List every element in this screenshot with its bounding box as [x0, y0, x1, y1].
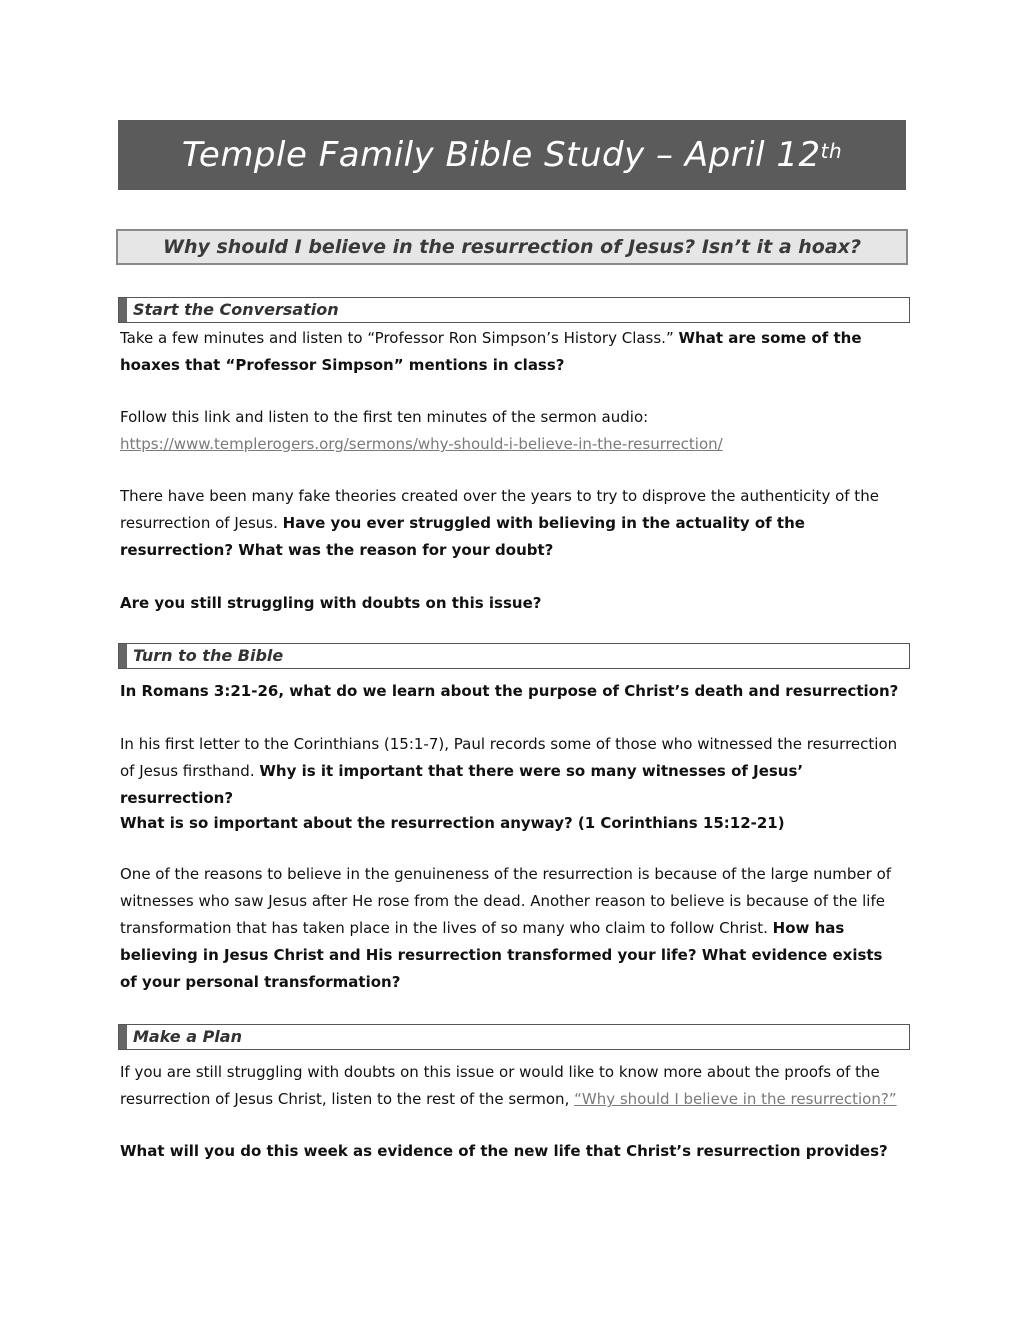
start-paragraph-2: [120, 404, 900, 458]
study-question-banner: [116, 229, 908, 265]
section-title-plan: Make a Plan: [133, 1027, 242, 1046]
page-title-banner: [118, 120, 906, 190]
start-paragraph-4: [120, 590, 900, 617]
plan-p1-text: If you are still struggling with doubts on this issue or would like to know more about the proofs of the resurrection of Jesus Christ, listen to the rest of the sermon,: [120, 1063, 880, 1108]
bible-p4-text: One of the reasons to believe in the genuineness of the resurrection is because of the large number of witnesses who saw Jesus after He rose from the dead. Another reason to believe is because of the life transformation that has taken place in the lives of so many who claim to follow Christ.: [120, 865, 892, 937]
start-p4-question: Are you still struggling with doubts on this issue?: [120, 594, 542, 612]
plan-p2-question: What will you do this week as evidence of the new life that Christ’s resurrection provides?: [120, 1142, 888, 1160]
bible-p4-question: How has believing in Jesus Christ and His resurrection transformed your life? What evidence exists of your personal transformation?: [120, 919, 883, 991]
bible-p2-text: In his first letter to the Corinthians (15:1-7), Paul records some of those who witnessed the resurrection of Jesus firsthand.: [120, 735, 898, 780]
plan-paragraph-1: [120, 1059, 900, 1113]
section-accent-bar: [119, 644, 127, 668]
start-p1-text: Take a few minutes and listen to “Professor Ron Simpson’s History Class.”: [120, 329, 679, 347]
section-accent-bar: [119, 1025, 127, 1049]
section-header-plan: [118, 1024, 910, 1050]
bible-p2-question: Why is it important that there were so many witnesses of Jesus’ resurrection?: [120, 762, 804, 807]
bible-paragraph-1: [120, 678, 900, 705]
section-accent-bar: [119, 298, 127, 322]
bible-paragraph-2: [120, 731, 900, 812]
plan-paragraph-2: [120, 1138, 900, 1165]
section-title-bible: Turn to the Bible: [133, 646, 284, 665]
sermon-title-link[interactable]: “Why should I believe in the resurrection?”: [574, 1090, 897, 1108]
bible-p3-question: What is so important about the resurrection anyway? (1 Corinthians 15:12-21): [120, 814, 785, 832]
section-header-start: [118, 297, 910, 323]
start-p1-question: What are some of the hoaxes that “Professor Simpson” mentions in class?: [120, 329, 862, 374]
section-header-bible: [118, 643, 910, 669]
start-paragraph-1: [120, 325, 900, 379]
start-paragraph-3: [120, 483, 900, 564]
section-title-start: Start the Conversation: [133, 300, 339, 319]
bible-paragraph-4: [120, 861, 900, 996]
page-title-superscript: th: [820, 139, 843, 163]
bible-p1-question: In Romans 3:21-26, what do we learn about the purpose of Christ’s death and resurrection?: [120, 682, 899, 700]
study-question: Why should I believe in the resurrection of Jesus? Isn’t it a hoax?: [163, 236, 861, 258]
start-p2-text: Follow this link and listen to the first ten minutes of the sermon audio:: [120, 408, 649, 426]
start-p3-text: There have been many fake theories created over the years to try to disprove the authenticity of the resurrection of Jesus.: [120, 487, 879, 532]
bible-paragraph-3: [120, 810, 900, 837]
start-p3-question: Have you ever struggled with believing in the actuality of the resurrection? What was the reason for your doubt?: [120, 514, 805, 559]
page-title: Temple Family Bible Study – April 12: [181, 135, 821, 175]
sermon-audio-link[interactable]: https://www.templerogers.org/sermons/why-should-i-believe-in-the-resurrection/: [120, 435, 723, 453]
